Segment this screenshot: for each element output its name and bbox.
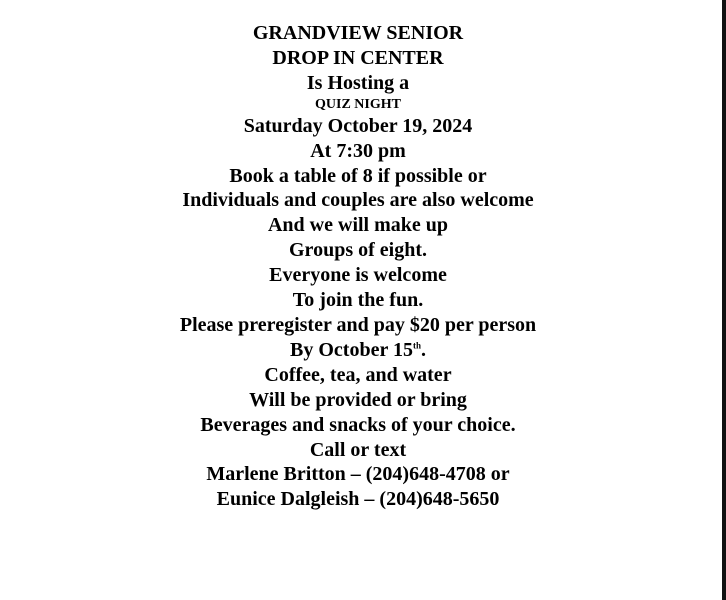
deadline-text: By October 15 — [290, 338, 413, 361]
beverages-line: Beverages and snacks of your choice. — [200, 413, 516, 436]
provided-line: Will be provided or bring — [249, 388, 467, 411]
deadline-line — [0, 338, 716, 363]
preregister-line: Please preregister and pay $20 per person — [179, 313, 537, 336]
event-date: Saturday October 19, 2024 — [243, 114, 473, 137]
title-line-2: DROP IN CENTER — [272, 46, 444, 69]
event-flyer — [0, 21, 716, 512]
make-up-line: And we will make up — [267, 214, 449, 237]
page-edge-border — [722, 0, 726, 600]
coffee-line: Coffee, tea, and water — [264, 363, 452, 386]
call-line: Call or text — [309, 438, 407, 461]
join-line: To join the fun. — [292, 289, 424, 312]
contact-eunice: Eunice Dalgleish – (204)648-5650 — [216, 488, 500, 511]
everyone-line: Everyone is welcome — [269, 264, 447, 287]
event-time: At 7:30 pm — [310, 139, 406, 162]
event-name: QUIZ NIGHT — [315, 96, 401, 112]
groups-line: Groups of eight. — [289, 239, 427, 262]
hosting-line: Is Hosting a — [306, 71, 410, 94]
individuals-line: Individuals and couples are also welcome — [182, 189, 534, 212]
deadline-suffix: th — [412, 340, 421, 351]
book-table-line: Book a table of 8 if possible or — [229, 164, 487, 187]
deadline-period: . — [420, 338, 426, 361]
contact-marlene: Marlene Britton – (204)648-4708 or — [206, 463, 510, 486]
title-line-1: GRANDVIEW SENIOR — [252, 22, 464, 44]
